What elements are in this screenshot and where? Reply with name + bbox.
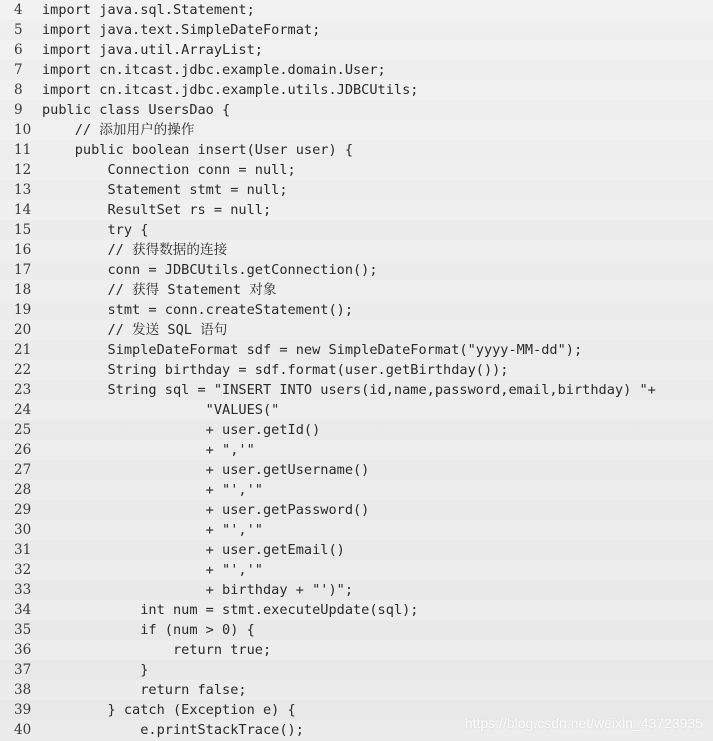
line-number: 16 — [14, 242, 32, 258]
code-text: e.printStackTrace(); — [42, 722, 304, 738]
code-line — [0, 300, 713, 320]
code-line — [0, 380, 713, 400]
code-text: } catch (Exception e) { — [42, 702, 296, 718]
code-line — [0, 480, 713, 500]
code-text: String birthday = sdf.format(user.getBirthday()); — [42, 362, 509, 378]
code-line — [0, 360, 713, 380]
code-text: import java.util.ArrayList; — [42, 42, 263, 58]
line-number: 30 — [14, 522, 32, 538]
code-line — [0, 560, 713, 580]
line-number: 24 — [14, 402, 32, 418]
code-line — [0, 640, 713, 660]
line-number: 25 — [14, 422, 32, 438]
code-line — [0, 80, 713, 100]
line-number: 11 — [14, 142, 32, 158]
code-line — [0, 400, 713, 420]
line-number: 33 — [14, 582, 32, 598]
line-number: 7 — [14, 62, 23, 78]
code-text: SimpleDateFormat sdf = new SimpleDateFormat("yyyy-MM-dd"); — [42, 342, 583, 358]
code-line — [0, 600, 713, 620]
line-number: 27 — [14, 462, 32, 478]
code-text: stmt = conn.createStatement(); — [42, 302, 353, 318]
code-text: + "','" — [42, 522, 263, 538]
code-text: String sql = "INSERT INTO users(id,name,password,email,birthday) "+ — [42, 382, 656, 398]
line-number: 35 — [14, 622, 32, 638]
line-number: 20 — [14, 322, 32, 338]
line-number: 32 — [14, 562, 32, 578]
line-number: 23 — [14, 382, 32, 398]
code-line — [0, 160, 713, 180]
line-number: 28 — [14, 482, 32, 498]
code-text: public class UsersDao { — [42, 102, 231, 118]
code-line — [0, 520, 713, 540]
code-text: // 添加用户的操作 — [42, 122, 195, 138]
code-text: // 获得 Statement 对象 — [42, 282, 277, 298]
line-number: 15 — [14, 222, 32, 238]
code-line — [0, 280, 713, 300]
code-line — [0, 500, 713, 520]
code-line — [0, 220, 713, 240]
line-number: 34 — [14, 602, 32, 618]
code-line — [0, 660, 713, 680]
code-line — [0, 20, 713, 40]
code-text: return false; — [42, 682, 247, 698]
code-line — [0, 440, 713, 460]
code-text: + user.getPassword() — [42, 502, 370, 518]
code-line — [0, 240, 713, 260]
code-line — [0, 120, 713, 140]
line-number: 5 — [14, 22, 23, 38]
line-number: 10 — [14, 122, 32, 138]
line-number: 40 — [14, 722, 32, 738]
code-text: return true; — [42, 642, 272, 658]
code-line — [0, 620, 713, 640]
line-number: 39 — [14, 702, 32, 718]
code-text: + "','" — [42, 562, 263, 578]
code-line — [0, 0, 713, 20]
code-text: } — [42, 662, 149, 678]
code-text: public boolean insert(User user) { — [42, 142, 353, 158]
line-number: 29 — [14, 502, 32, 518]
code-text: import java.sql.Statement; — [42, 2, 255, 18]
line-number: 38 — [14, 682, 32, 698]
watermark-text: https://blog.csdn.net/weixin_43723935 — [464, 715, 703, 731]
code-line — [0, 60, 713, 80]
code-text: + birthday + "')"; — [42, 582, 353, 598]
code-line — [0, 260, 713, 280]
code-line — [0, 540, 713, 560]
code-text: int num = stmt.executeUpdate(sql); — [42, 602, 419, 618]
line-number: 21 — [14, 342, 32, 358]
code-text: Statement stmt = null; — [42, 182, 288, 198]
code-line — [0, 580, 713, 600]
code-line — [0, 340, 713, 360]
code-line — [0, 200, 713, 220]
line-number: 22 — [14, 362, 32, 378]
code-text: try { — [42, 222, 149, 238]
code-text: import java.text.SimpleDateFormat; — [42, 22, 321, 38]
line-number: 36 — [14, 642, 32, 658]
code-text: conn = JDBCUtils.getConnection(); — [42, 262, 378, 278]
code-text: + user.getEmail() — [42, 542, 345, 558]
line-number: 17 — [14, 262, 32, 278]
code-line — [0, 100, 713, 120]
code-text: ResultSet rs = null; — [42, 202, 272, 218]
code-text: + user.getId() — [42, 422, 321, 438]
line-number: 19 — [14, 302, 32, 318]
code-line — [0, 680, 713, 700]
line-number: 37 — [14, 662, 32, 678]
code-line — [0, 420, 713, 440]
code-text: if (num > 0) { — [42, 622, 255, 638]
line-number: 6 — [14, 42, 23, 58]
line-number: 9 — [14, 102, 23, 118]
line-number: 12 — [14, 162, 32, 178]
code-text: + "','" — [42, 482, 263, 498]
line-number: 8 — [14, 82, 23, 98]
code-text: + user.getUsername() — [42, 462, 370, 478]
line-number: 13 — [14, 182, 32, 198]
code-text: import cn.itcast.jdbc.example.domain.User; — [42, 62, 386, 78]
code-line — [0, 320, 713, 340]
code-line — [0, 460, 713, 480]
code-text: "VALUES(" — [42, 402, 280, 418]
code-text: Connection conn = null; — [42, 162, 296, 178]
line-number: 18 — [14, 282, 32, 298]
line-number: 4 — [14, 2, 23, 18]
code-text: // 获得数据的连接 — [42, 242, 228, 258]
code-text: + ",'" — [42, 442, 255, 458]
line-number: 31 — [14, 542, 32, 558]
line-number: 26 — [14, 442, 32, 458]
code-text: // 发送 SQL 语句 — [42, 322, 228, 338]
code-text: import cn.itcast.jdbc.example.utils.JDBCUtils; — [42, 82, 419, 98]
code-line — [0, 40, 713, 60]
code-line — [0, 180, 713, 200]
code-line — [0, 140, 713, 160]
line-number: 14 — [14, 202, 32, 218]
